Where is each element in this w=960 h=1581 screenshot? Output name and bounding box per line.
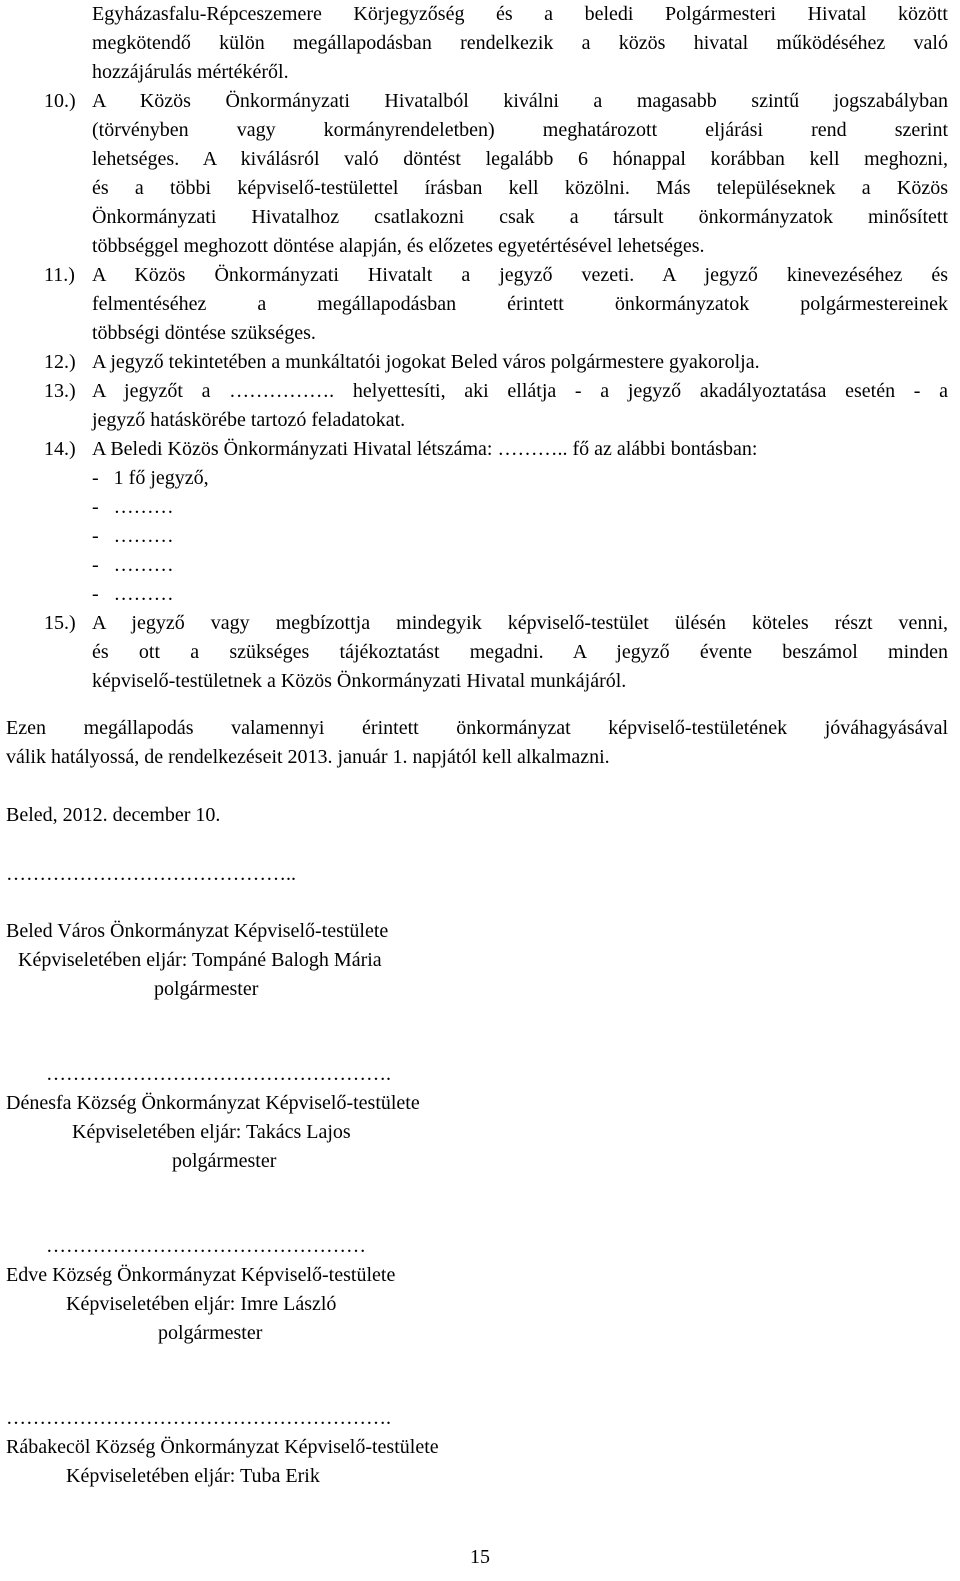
item-number-11: 11.) (44, 264, 75, 286)
item-number-15: 15.) (44, 612, 76, 634)
closing-line: válik hatályossá, de rendelkezéseit 2013. január 1. napjától kell alkalmazni. (6, 746, 610, 768)
item-10-line: és a többi képviselő-testülettel írásban kell közölni. Más településeknek a Közös (92, 177, 948, 199)
staff-list-item: - ……… (92, 554, 174, 576)
item-10-line: lehetséges. A kiválásról való döntést legalább 6 hónappal korábban kell meghozni, (92, 148, 948, 170)
signatory-body: Dénesfa Község Önkormányzat Képviselő-testülete (6, 1092, 420, 1114)
staff-list-item: - ……… (92, 525, 174, 547)
item-11-line: többségi döntése szükséges. (92, 322, 316, 344)
signatory-representative: Képviseletében eljár: Takács Lajos (72, 1121, 351, 1143)
item-number-14: 14.) (44, 438, 76, 460)
item-13-line: A jegyzőt a ……………. helyettesíti, aki ellátja - a jegyző akadályoztatása esetén - a (92, 380, 948, 402)
intro-line: Egyházasfalu-Répceszemere Körjegyzőség és a beledi Polgármesteri Hivatal között (92, 3, 948, 25)
signature-line: ………………………………………… (46, 1235, 366, 1257)
item-number-13: 13.) (44, 380, 76, 402)
item-10-line: A Közös Önkormányzati Hivatalból kiválni a magasabb szintű jogszabályban (92, 90, 948, 112)
item-15-line: A jegyző vagy megbízottja mindegyik képviselő-testület ülésén köteles részt venni, (92, 612, 948, 634)
intro-line: megkötendő külön megállapodásban rendelkezik a közös hivatal működéséhez való (92, 32, 948, 54)
item-10-line: (törvényben vagy kormányrendeletben) meghatározott eljárási rend szerint (92, 119, 948, 141)
item-12-line: A jegyző tekintetében a munkáltatói jogokat Beled város polgármestere gyakorolja. (92, 351, 760, 373)
item-10-line: Önkormányzati Hivatalhoz csatlakozni csak a társult önkormányzatok minősített (92, 206, 948, 228)
item-13-line: jegyző hatáskörébe tartozó feladatokat. (92, 409, 406, 431)
signatory-role: polgármester (172, 1150, 277, 1172)
item-10-line: többséggel meghozott döntése alapján, és előzetes egyetértésével lehetséges. (92, 235, 705, 257)
signatory-representative: Képviseletében eljár: Imre László (66, 1293, 337, 1315)
staff-list-item: - ……… (92, 496, 174, 518)
staff-list-item: - 1 fő jegyző, (92, 467, 209, 489)
signatory-role: polgármester (158, 1322, 263, 1344)
item-14-line: A Beledi Közös Önkormányzati Hivatal létszáma: ……….. fő az alábbi bontásban: (92, 438, 758, 460)
signatory-body: Beled Város Önkormányzat Képviselő-testülete (6, 920, 389, 942)
item-15-line: képviselő-testületnek a Közös Önkormányzati Hivatal munkájáról. (92, 670, 627, 692)
item-11-line: A Közös Önkormányzati Hivatalt a jegyző vezeti. A jegyző kinevezéséhez és (92, 264, 948, 286)
signatory-body: Rábakecöl Község Önkormányzat Képviselő-testülete (6, 1436, 439, 1458)
closing-line: Ezen megállapodás valamennyi érintett önkormányzat képviselő-testületének jóváhagyásával (6, 717, 948, 739)
signatory-representative: Képviseletében eljár: Tuba Erik (66, 1465, 320, 1487)
signature-line: …………………………………….. (6, 863, 296, 885)
signatory-role: polgármester (154, 978, 259, 1000)
signatory-representative: Képviseletében eljár: Tompáné Balogh Mária (18, 949, 382, 971)
signature-line: …………………………………………………. (6, 1407, 391, 1429)
item-number-12: 12.) (44, 351, 76, 373)
place-date: Beled, 2012. december 10. (6, 804, 221, 826)
item-15-line: és ott a szükséges tájékoztatást megadni. A jegyző évente beszámol minden (92, 641, 948, 663)
signatory-body: Edve Község Önkormányzat Képviselő-testülete (6, 1264, 396, 1286)
intro-line: hozzájárulás mértékéről. (92, 61, 289, 83)
item-number-10: 10.) (44, 90, 76, 112)
item-11-line: felmentéséhez a megállapodásban érintett önkormányzatok polgármestereinek (92, 293, 948, 315)
signature-line: ……………………………………………. (46, 1063, 391, 1085)
page-number: 15 (470, 1546, 490, 1568)
staff-list-item: - ……… (92, 583, 174, 605)
